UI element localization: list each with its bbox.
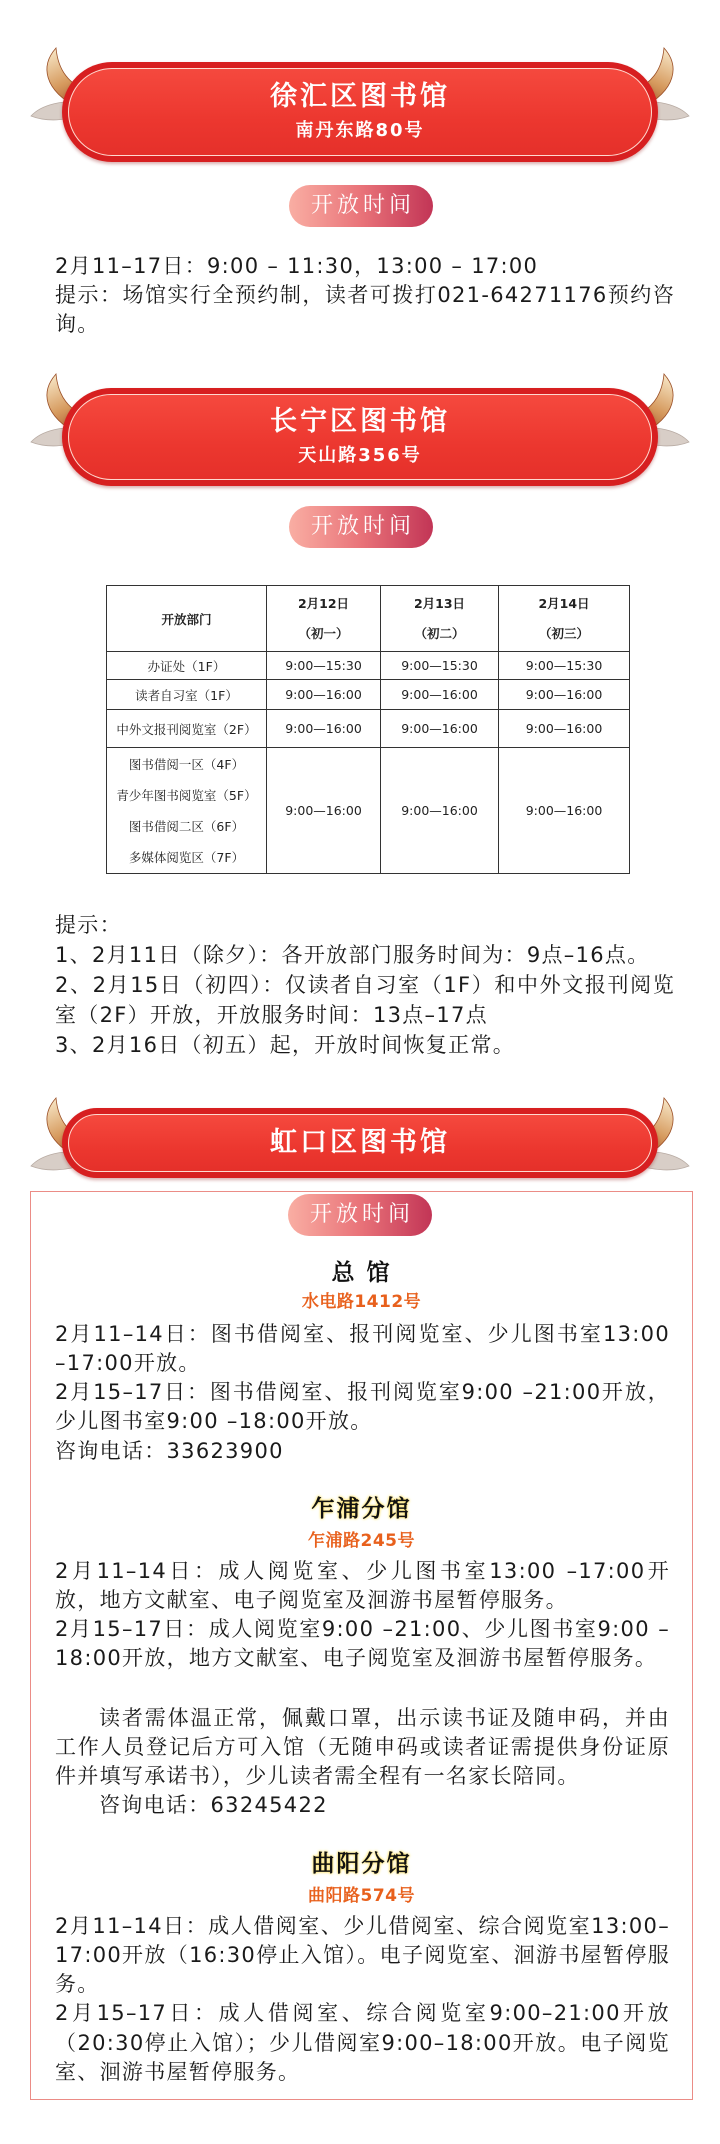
branch-name: 乍浦分馆 (311, 1496, 412, 1522)
table-row (107, 652, 630, 680)
dept-name: 中外文报刊阅览室（2F） (116, 721, 257, 737)
table-header-cell (499, 586, 630, 652)
library-title: 虹口区图书馆 (270, 1127, 450, 1158)
time-cell: 9:00—15:30 (499, 652, 630, 680)
table-header-cell (381, 586, 499, 652)
branch-address: 水电路1412号 (301, 1292, 422, 1312)
dept-name: 办证处（1F） (147, 658, 226, 674)
opening-hours-label: 开放时间 (288, 1194, 432, 1236)
hongkou-info-box (30, 1191, 693, 2100)
dept-name: 图书借阅二区（6F） (128, 818, 245, 834)
hours-note: 提示：场馆实行全预约制，读者可拨打021-64271176预约咨询。 (55, 283, 675, 336)
time-cell: 9:00—16:00 (267, 710, 381, 748)
entry-notice (55, 1704, 670, 1821)
table-header-cell (267, 586, 381, 652)
time-cell: 9:00—15:30 (267, 652, 381, 680)
table-row (107, 680, 630, 710)
hours-line: 2月15–17日：成人阅览室9:00 –21:00、少儿图书室9:00 –18:00开放，地方文献室、电子阅览室及洄游书屋暂停服务。 (55, 1617, 670, 1671)
table-header-row (107, 586, 630, 652)
dept-name: 青少年图书阅览室（5F） (116, 787, 257, 803)
hours-line: 2月11–14日：成人借阅室、少儿借阅室、综合阅览室13:00–17:00开放（16:30停止入馆）。电子阅览室、洄游书屋暂停服务。 (55, 1913, 670, 1997)
branch-hours-text (55, 1320, 670, 1466)
phone-line: 咨询电话：33623900 (55, 1438, 284, 1463)
banner-pill (62, 1108, 658, 1178)
tips-title: 提示： (55, 913, 122, 937)
time-cell: 9:00—16:00 (499, 710, 630, 748)
branch-hours-text (55, 1557, 670, 1674)
tip-item: 3、2月16日（初五）起，开放时间恢复正常。 (55, 1033, 516, 1057)
time-cell: 9:00—16:00 (381, 748, 499, 874)
time-cell: 9:00—16:00 (267, 680, 381, 710)
table-row (107, 748, 630, 874)
dept-cell (107, 680, 267, 710)
hours-line: 2月11–14日：成人阅览室、少儿图书室13:00 –17:00开放，地方文献室、电子阅览室及洄游书屋暂停服务。 (55, 1558, 670, 1612)
banner-pill (62, 388, 658, 486)
library-title: 徐汇区图书馆 (270, 81, 450, 112)
header-date: 2月13日 (413, 595, 466, 611)
opening-hours-table (106, 585, 630, 874)
hours-line: 2月15–17日：图书借阅室、报刊阅览室9:00 –21:00开放，少儿图书室9:00 –18:00开放。 (55, 1380, 670, 1434)
opening-hours-label: 开放时间 (289, 185, 433, 227)
table-row (107, 710, 630, 748)
table-header-cell: 开放部门 (107, 586, 267, 652)
opening-hours-label: 开放时间 (289, 506, 433, 548)
header-date: 2月12日 (297, 595, 350, 611)
library-address: 南丹东路80号 (295, 120, 425, 141)
header-lunar: （初二） (414, 625, 465, 641)
dept-cell (107, 748, 267, 874)
time-cell: 9:00—15:30 (381, 652, 499, 680)
time-cell: 9:00—16:00 (499, 680, 630, 710)
dept-name: 多媒体阅览区（7F） (128, 849, 245, 865)
time-cell: 9:00—16:00 (267, 748, 381, 874)
branch-address: 乍浦路245号 (308, 1531, 415, 1551)
phone-line: 咨询电话：63245422 (99, 1793, 328, 1818)
hours-line: 2月15–17日：成人借阅室、综合阅览室9:00–21:00开放（20:30停止入馆）；少儿借阅室9:00–18:00开放。电子阅览室、洄游书屋暂停服务。 (55, 2001, 670, 2084)
time-cell: 9:00—16:00 (381, 680, 499, 710)
hours-line: 2月11–17日：9:00 – 11:30，13:00 – 17:00 (55, 254, 539, 278)
branch-address: 曲阳路574号 (308, 1886, 415, 1906)
tip-item: 1、2月11日（除夕）：各开放部门服务时间为：9点–16点。 (55, 943, 650, 967)
time-cell: 9:00—16:00 (381, 710, 499, 748)
tip-item: 2、2月15日（初四）：仅读者自习室（1F）和中外文报刊阅览室（2F）开放，开放服务时间：13点–17点 (55, 973, 675, 1027)
changning-tips (55, 910, 675, 1060)
dept-cell (107, 652, 267, 680)
branch-hours-text (55, 1912, 670, 2088)
branch-name: 曲阳分馆 (311, 1851, 412, 1877)
header-lunar: （初三） (538, 625, 589, 641)
hours-line: 2月11–14日：图书借阅室、报刊阅览室、少儿图书室13:00 –17:00开放。 (55, 1321, 670, 1375)
banner-pill (62, 62, 658, 162)
header-date: 2月14日 (538, 595, 590, 611)
banner-changning (0, 370, 720, 495)
branch-name: 总 馆 (331, 1260, 392, 1286)
banner-xuhui (0, 44, 720, 169)
dept-name: 读者自习室（1F） (135, 687, 238, 703)
banner-hongkou (0, 1094, 720, 1184)
time-cell: 9:00—16:00 (499, 748, 630, 874)
library-address: 天山路356号 (298, 445, 422, 466)
header-lunar: （初一） (298, 625, 349, 641)
xuhui-hours-text (55, 252, 675, 339)
notice-text: 读者需体温正常，佩戴口罩，出示读书证及随申码，并由工作人员登记后方可入馆（无随申码或读者证需提供身份证原件并填写承诺书），少儿读者需全程有一名家长陪同。 (55, 1705, 670, 1789)
library-title: 长宁区图书馆 (270, 406, 450, 437)
dept-name: 图书借阅一区（4F） (128, 756, 245, 772)
dept-cell (107, 710, 267, 748)
